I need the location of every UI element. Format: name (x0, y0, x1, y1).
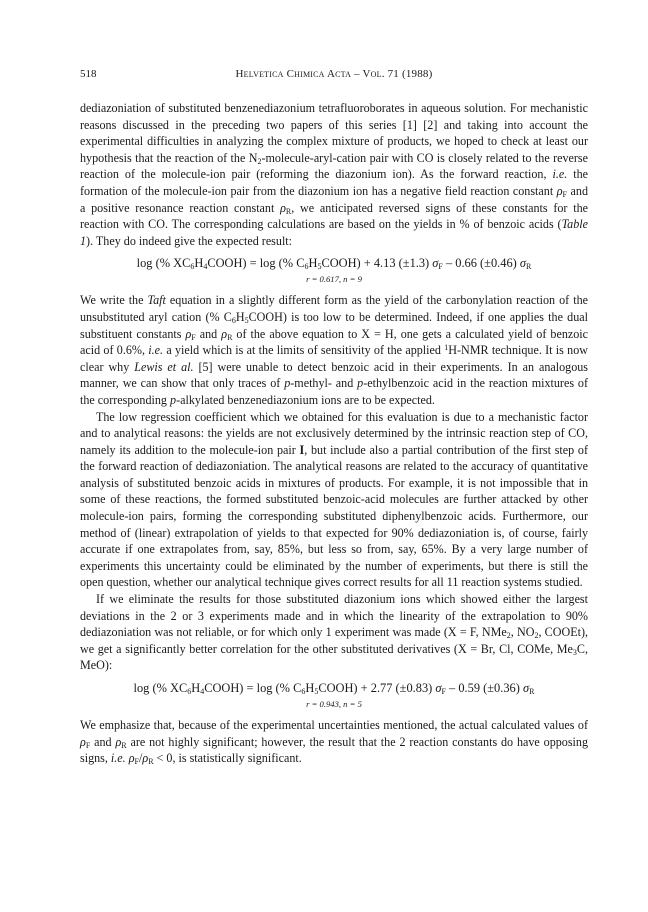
equation-1-statistics: r = 0.617, n = 9 (306, 274, 362, 285)
page-header (80, 68, 588, 86)
paragraph-1: dediazoniation of substituted benzenediazonium tetrafluoroborates in aqueous solution. For mechanistic reasons discussed in the preceding two papers of this series [1] [2] and taking into account the experimental difficulties in analyzing the complex mixture of products, we hoped to check at least our hypothesis that the reaction of the $N_2-molecule-aryl$-cation pair with CO is closely related to the reverse reaction of the molecule-ion pair (reforming the diazonium ion). As the forward reaction, i.e. the formation of the molecule-ion pair from the diazonium ion has a negative field reaction constant $\rho_F$ and a positive resonance reaction constant $\rho_R$, we anticipated reversed signs of these constants for the reaction with CO. The corresponding calculations are based on the yields in % of benzoic acids (Table 1). They do indeed give the expected result: (80, 101, 588, 248)
paragraph-4: If we eliminate the results for those substituted diazonium ions which showed either the largest deviations in the 2 or 3 experiments made and in which the linearity of the extrapolation to 90% dediazoniation was not reliable, or for which only 1 experiment was made (X = F, NMe$_2$, $NO_2$, COOEt), we get a significantly better correlation for the other substituted derivatives (X = Br, Cl, COMe, $Me_3C$, MeO): (80, 592, 588, 673)
paragraph-3: The low regression coefficient which we obtained for this evaluation is due to a mechanistic factor and to analytical reasons: the yields are not exclusively determined by the intrinsic reaction step of CO, namely its addition to the molecule-ion pair I, but include also a partial contribution of the first step of the forward reaction of dediazoniation. The analytical reasons are related to the accuracy of quantitative analysis of substituted benzoic acids in mixtures of products. For example, it is not impossible that in some of these reactions, the formed substituted benzoic-acid molecules are further attacked by other molecule-ion pairs, forming the corresponding substituted diphenylbenzoic acids. Furthermore, our method of (linear) extrapolation of yields to that expected for 90% dediazoniation is, of course, fairly accurate if one extrapolates from, say, 85%, but less so from, say, 65%. By a very large number of experiments this uncertainty could be eliminated by the number of experiments, but there is still the open question, whether our analytical technique gives correct results for all 11 reaction systems studied. (80, 409, 588, 590)
equation-2: log (% $XC_6H_4COOH) = \log$ (% $C_6H_5COOH) + 2.77$ (±0.83) $\sigma_F - 0.59$ (±0.36) $\sigma_R$ (133, 681, 535, 696)
table-reference: Table 1 (80, 217, 588, 248)
paragraph-2: We write the Taft equation in a slightly different form as the yield of the carbonylation reaction of the unsubstituted aryl cation (% $C_6H_5COOH$) is too low to be determined. Indeed, if one applies the dual substituent constants $\rho_F$ and $\rho_R$ of the above equation to X = H, one gets a calculated yield of benzoic acid of 0.6%, i.e. a yield which is at the limits of sensitivity of the applied $^1$H-NMR technique. It is now clear why Lewis et al. [5] were unable to detect benzoic acid in their experiments. In an analogous manner, we can show that only traces of p-methyl- and p-ethylbenzoic acid in the reaction mixtures of the corresponding p-alkylated benzenediazonium ions are to be expected. (80, 293, 589, 407)
journal-page (80, 68, 588, 767)
paragraph-5: We emphasize that, because of the experimental uncertainties mentioned, the actual calculated values of $\rho_F$ and $\rho_R$ are not highly significant; however, the result that the 2 reaction constants do have opposing signs, i.e. $\rho_F/\rho_R < 0$, is statistically significant. (80, 718, 588, 767)
running-title: Helvetica Chimica Acta – Vol. 71 (1988) (235, 68, 433, 80)
page-number: 518 (80, 68, 97, 80)
equation-2-statistics: r = 0.943, n = 5 (306, 699, 362, 709)
equation-1: log (% $XC_6H_4COOH) = \log$ (% $C_6H_5COOH) + 4.13$ (±1.3) $\sigma_F - 0.66$ (±0.46) $\sigma_R$ (136, 256, 532, 272)
